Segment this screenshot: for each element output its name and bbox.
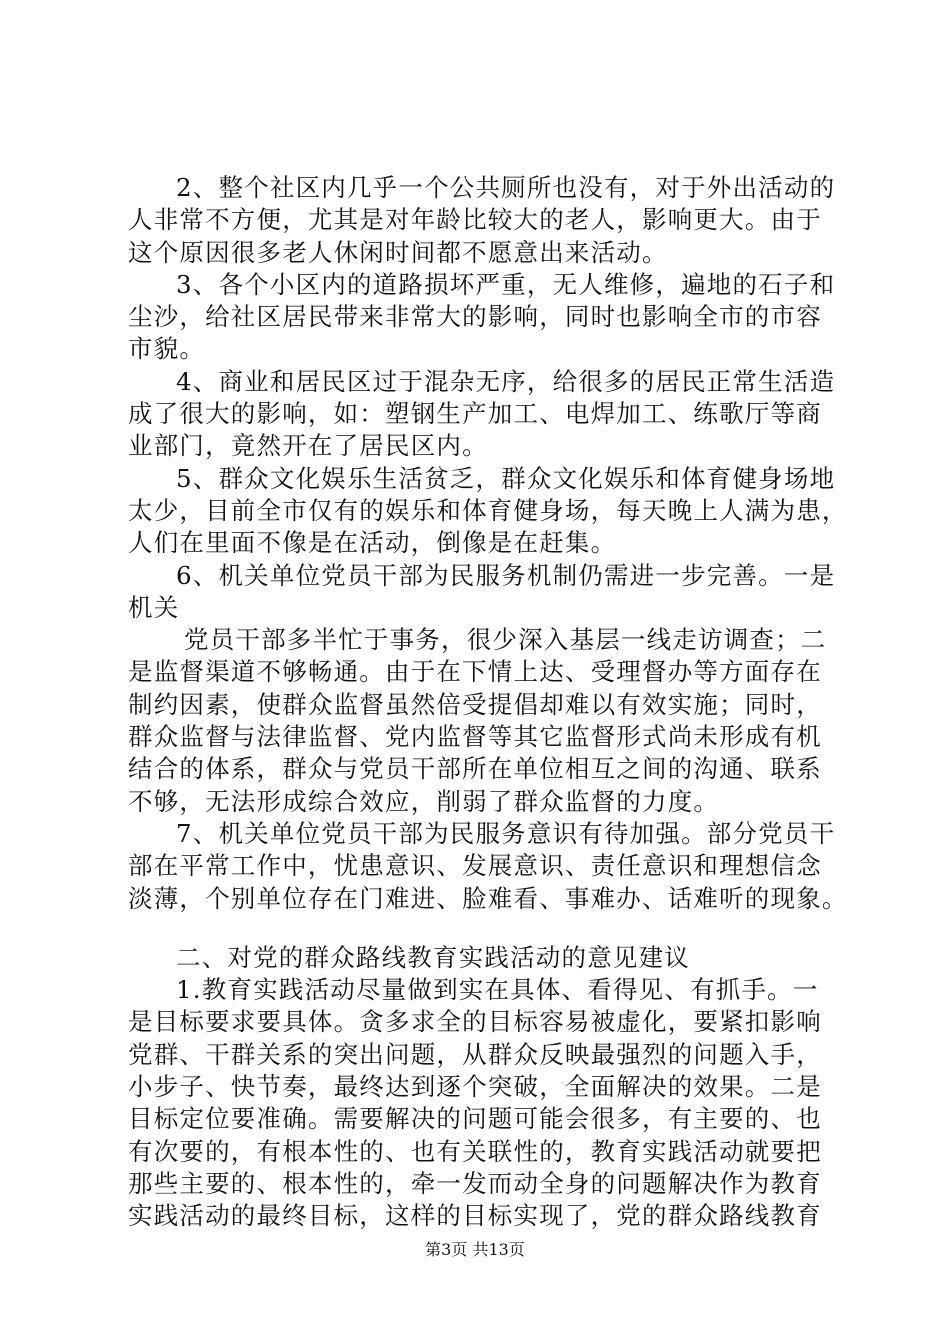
paragraph-line: 机关	[128, 592, 180, 622]
paragraph-line: 部在平常工作中，忧患意识、发展意识、责任意识和理想信念	[128, 851, 822, 881]
paragraph-line: 人们在里面不像是在活动，倒像是在赶集。	[128, 528, 617, 558]
section-heading: 二、对党的群众路线教育实践活动的意见建议	[176, 942, 690, 972]
paragraph-line: 4、商业和居民区过于混杂无序，给很多的居民正常生活造	[176, 366, 836, 396]
paragraph-line: 5、群众文化娱乐生活贫乏，群众文化娱乐和体育健身场地	[176, 463, 836, 493]
paragraph-line: 市貌。	[128, 334, 206, 364]
paragraph-line: 2、整个社区内几乎一个公共厕所也没有，对于外出活动的	[176, 173, 836, 202]
paragraph-line: 7、机关单位党员干部为民服务意识有待加强。部分党员干	[176, 818, 836, 848]
paragraph-line: 是监督渠道不够畅通。由于在下情上达、受理督办等方面存在	[128, 657, 822, 687]
paragraph-line: 是目标要求要具体。贪多求全的目标容易被虚化，要紧扣影响	[128, 1007, 822, 1037]
paragraph-line: 这个原因很多老人休闲时间都不愿意出来活动。	[128, 237, 668, 267]
paragraph-line: 党员干部多半忙于事务，很少深入基层一线走访调查；二	[184, 625, 827, 655]
paragraph-line: 1.教育实践活动尽量做到实在具体、看得见、有抓手。一	[176, 975, 819, 1005]
paragraph-line: 制约因素，使群众监督虽然倍受提倡却难以有效实施；同时，	[128, 689, 822, 719]
paragraph-line: 那些主要的、根本性的，牵一发而动全身的问题解决作为教育	[128, 1168, 822, 1198]
paragraph-line: 6、机关单位党员干部为民服务机制仍需进一步完善。一是	[176, 560, 836, 590]
paragraph-line: 群众监督与法律监督、党内监督等其它监督形式尚未形成有机	[128, 722, 822, 752]
paragraph-line: 目标定位要准确。需要解决的问题可能会很多，有主要的、也	[128, 1104, 822, 1134]
paragraph-line: 人非常不方便，尤其是对年龄比较大的老人，影响更大。由于	[128, 205, 822, 235]
paragraph-line: 实践活动的最终目标，这样的目标实现了，党的群众路线教育	[128, 1201, 822, 1231]
paragraph-line: 小步子、快节奏，最终达到逐个突破，全面解决的效果。二是	[128, 1072, 822, 1102]
paragraph-line: 太少，目前全市仅有的娱乐和体育健身场，每天晚上人满为患，	[128, 495, 848, 525]
page-number-footer: 第3页 共13页	[425, 1240, 525, 1259]
paragraph-line: 业部门，竟然开在了居民区内。	[128, 431, 488, 461]
document-body	[128, 172, 848, 1233]
paragraph-line: 党群、干群关系的突出问题，从群众反映最强烈的问题入手，	[128, 1039, 822, 1069]
paragraph-line: 不够，无法形成综合效应，削弱了群众监督的力度。	[128, 786, 720, 816]
paragraph-line: 结合的体系，群众与党员干部所在单位相互之间的沟通、联系	[128, 754, 822, 784]
paragraph-line: 成了很大的影响，如：塑钢生产加工、电焊加工、练歌厅等商	[128, 399, 822, 429]
paragraph-line: 淡薄，个别单位存在门难进、脸难看、事难办、话难听的现象。	[128, 883, 848, 913]
paragraph-line: 3、各个小区内的道路损坏严重，无人维修，遍地的石子和	[176, 269, 836, 299]
paragraph-line: 尘沙，给社区居民带来非常大的影响，同时也影响全市的市容	[128, 302, 822, 332]
section-gap	[128, 915, 836, 942]
paragraph-line: 有次要的，有根本性的、也有关联性的，教育实践活动就要把	[128, 1136, 822, 1166]
